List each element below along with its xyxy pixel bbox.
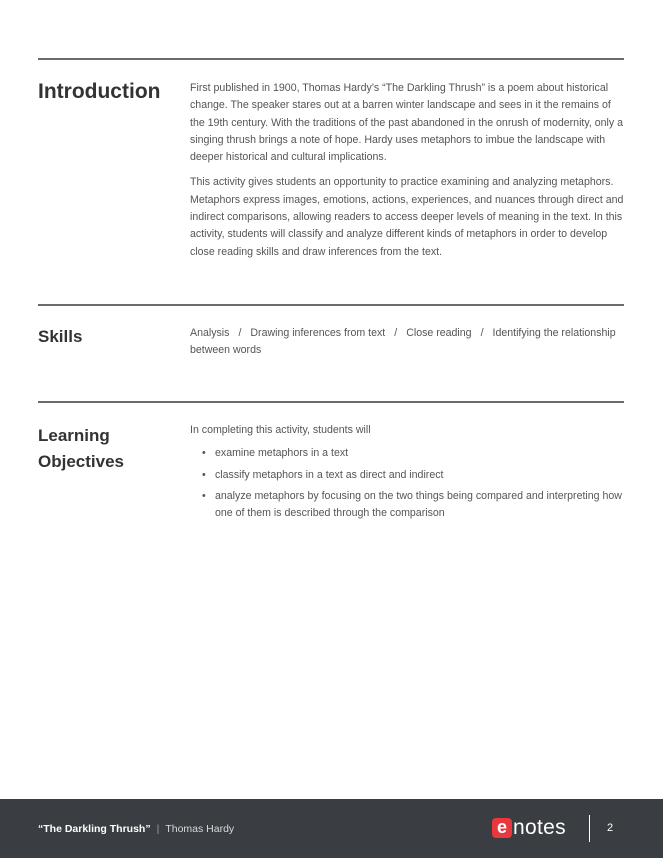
skill-item: Analysis <box>190 327 230 339</box>
footer-divider <box>589 815 590 842</box>
objectives-list <box>190 445 624 522</box>
skill-item: Drawing inferences from text <box>250 327 386 339</box>
footer-author: Thomas Hardy <box>165 823 235 835</box>
objective-item <box>190 488 624 523</box>
bullet-icon: • <box>202 489 206 502</box>
objective-text: examine metaphors in a text <box>215 447 349 460</box>
footer-title-divider: | <box>156 823 160 835</box>
skills-rule <box>38 304 624 306</box>
introduction-paragraph-1: First published in 1900, Thomas Hardy’s “The Darkling Thrush” is a poem about historical change. The speaker stares out at a barren winter landscape and sees in it the remains of the 19th century. With the traditions of the past abandoned in the onrush of modernity, only a singing thrush brings a note of hope. Hardy uses metaphors to imbue the landscape with deeper historical and cultural implications. <box>190 82 624 164</box>
footer-title <box>38 823 234 835</box>
enotes-logo[interactable] <box>492 816 566 840</box>
introduction-paragraph-2: This activity gives students an opportunity to practice examining and analyzing metaphors. Metaphors express images, emotions, actions, experiences, and nuances through direct and indirect comparisons, allowing readers to access deeper levels of meaning in the text. In this activity, students will classify and analyze different kinds of metaphors in order to develop close reading skills and draw inferences from the text. <box>190 176 624 258</box>
skill-separator: / <box>238 327 242 339</box>
skill-separator: / <box>394 327 398 339</box>
bullet-icon: • <box>202 447 206 460</box>
footer-work-title: “The Darkling Thrush” <box>38 823 151 835</box>
enotes-e-icon: e <box>492 818 512 838</box>
objective-text: classify metaphors in a text as direct and indirect <box>215 468 444 481</box>
objective-text: analyze metaphors by focusing on the two things being compared and interpreting how one of them is described through the comparison <box>215 489 622 520</box>
top-rule <box>38 58 624 60</box>
skill-item: Close reading <box>406 327 472 339</box>
objectives-rule <box>38 401 624 403</box>
page-footer <box>0 799 663 858</box>
page-number: 2 <box>607 822 614 834</box>
enotes-wordmark: notes <box>513 816 566 839</box>
objectives-body <box>190 422 624 526</box>
objectives-heading-line1: Learning <box>38 426 110 445</box>
skills-heading: Skills <box>38 327 83 346</box>
objectives-heading-line2: Objectives <box>38 452 124 471</box>
objectives-heading <box>38 423 124 475</box>
objective-item <box>190 445 624 462</box>
introduction-body <box>190 80 624 269</box>
skills-list <box>190 325 624 360</box>
bullet-icon: • <box>202 468 206 481</box>
skill-separator: / <box>480 327 484 339</box>
objectives-intro: In completing this activity, students will <box>190 424 371 436</box>
objective-item <box>190 467 624 484</box>
introduction-heading: Introduction <box>38 80 161 103</box>
skill-item: Identifying the relationship between words <box>190 327 616 357</box>
